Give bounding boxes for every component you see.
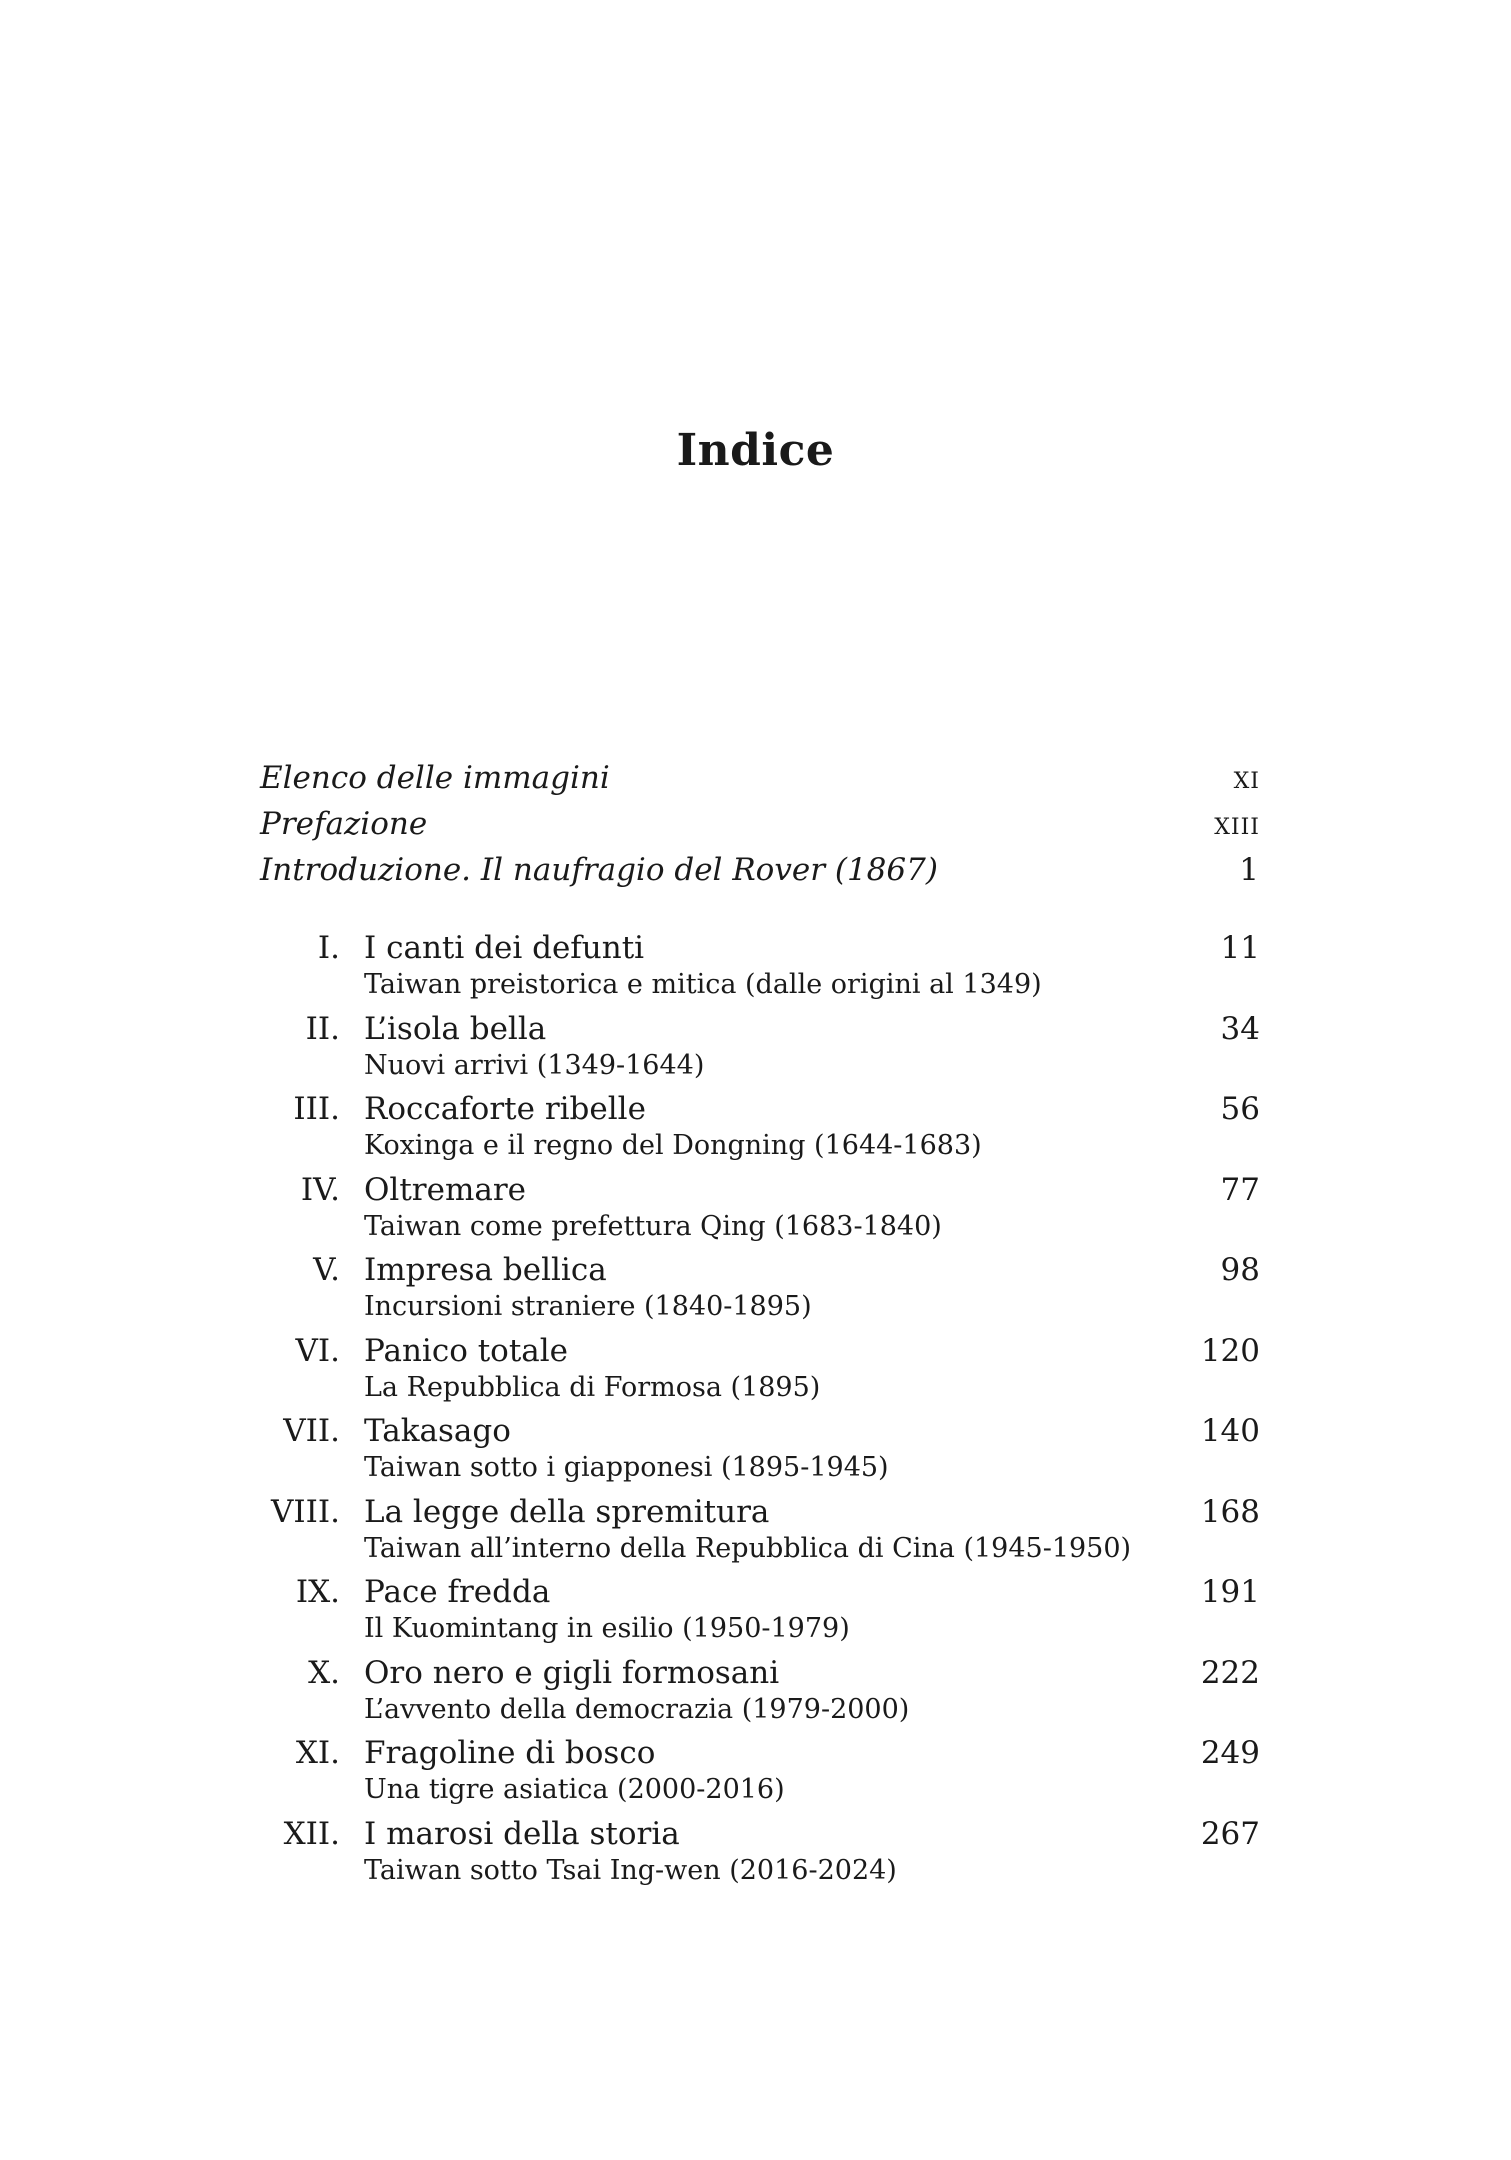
chapter-number: XII. bbox=[283, 1815, 340, 1852]
chapter-list bbox=[260, 926, 1260, 1892]
toc-chapter-10[interactable] bbox=[260, 1651, 1260, 1732]
chapter-subtitle: Nuovi arrivi (1349-1644) bbox=[364, 1049, 705, 1081]
chapter-page: 249 bbox=[1200, 1735, 1260, 1771]
chapter-subtitle: Il Kuomintang in esilio (1950-1979) bbox=[364, 1613, 850, 1644]
toc-chapter-7[interactable] bbox=[260, 1409, 1260, 1490]
chapter-number: VIII. bbox=[271, 1493, 340, 1530]
toc-entry-title: Prefazione bbox=[260, 806, 428, 842]
toc-entry-page: xiii bbox=[1214, 806, 1260, 842]
chapter-title: Impresa bellica bbox=[364, 1252, 607, 1288]
chapter-title: I canti dei defunti bbox=[364, 930, 645, 966]
chapter-page: 120 bbox=[1200, 1332, 1260, 1369]
chapter-page: 34 bbox=[1220, 1010, 1260, 1047]
chapter-subtitle: Koxinga e il regno del Dongning (1644-1683) bbox=[364, 1130, 982, 1161]
chapter-title: Roccaforte ribelle bbox=[364, 1091, 646, 1127]
chapter-title: Panico totale bbox=[364, 1332, 569, 1369]
chapter-subtitle: Taiwan preistorica e mitica (dalle origini al 1349) bbox=[364, 969, 1042, 1000]
toc-entry-list-of-images[interactable] bbox=[260, 755, 1260, 801]
toc-entry-page: xi bbox=[1233, 760, 1260, 796]
toc-entry-title: Introduzione. Il naufragio del Rover (1867) bbox=[260, 852, 938, 888]
chapter-number: IX. bbox=[295, 1574, 340, 1610]
chapter-page: 98 bbox=[1220, 1252, 1260, 1288]
chapter-subtitle: Taiwan all’interno della Repubblica di Cina (1945-1950) bbox=[364, 1532, 1132, 1564]
chapter-number: II. bbox=[305, 1010, 340, 1047]
chapter-page: 56 bbox=[1220, 1091, 1260, 1127]
toc-chapter-3[interactable] bbox=[260, 1087, 1260, 1168]
chapter-title: Fragoline di bosco bbox=[364, 1735, 656, 1771]
toc-chapter-1[interactable] bbox=[260, 926, 1260, 1007]
chapter-title: Takasago bbox=[364, 1413, 511, 1449]
chapter-page: 77 bbox=[1220, 1171, 1260, 1208]
chapter-number: VII. bbox=[283, 1413, 340, 1449]
toc-chapter-4[interactable] bbox=[260, 1168, 1260, 1249]
chapter-number: V. bbox=[313, 1252, 340, 1288]
toc-entry-title: Elenco delle immagini bbox=[260, 760, 610, 796]
chapter-number: XI. bbox=[295, 1735, 340, 1771]
toc-chapter-2[interactable] bbox=[260, 1007, 1260, 1088]
chapter-page: 168 bbox=[1200, 1493, 1260, 1530]
chapter-page: 267 bbox=[1200, 1815, 1260, 1852]
chapter-subtitle: Taiwan sotto i giapponesi (1895-1945) bbox=[364, 1452, 889, 1483]
chapter-subtitle: Una tigre asiatica (2000-2016) bbox=[364, 1774, 785, 1805]
chapter-page: 222 bbox=[1200, 1654, 1260, 1691]
chapter-number: IV. bbox=[300, 1171, 340, 1208]
toc-entry-preface[interactable] bbox=[260, 801, 1260, 847]
chapter-number: X. bbox=[308, 1654, 340, 1691]
chapter-subtitle: La Repubblica di Formosa (1895) bbox=[364, 1371, 821, 1403]
chapter-number: III. bbox=[293, 1091, 340, 1127]
toc-chapter-5[interactable] bbox=[260, 1248, 1260, 1329]
chapter-page: 140 bbox=[1200, 1413, 1260, 1449]
chapter-subtitle: Taiwan come prefettura Qing (1683-1840) bbox=[364, 1210, 942, 1242]
toc-chapter-8[interactable] bbox=[260, 1490, 1260, 1571]
toc-entry-introduction[interactable] bbox=[260, 847, 1260, 893]
chapter-subtitle: L’avvento della democrazia (1979-2000) bbox=[364, 1693, 910, 1725]
chapter-number: I. bbox=[317, 930, 340, 966]
chapter-title: L’isola bella bbox=[364, 1010, 547, 1047]
chapter-subtitle: Taiwan sotto Tsai Ing-wen (2016-2024) bbox=[364, 1854, 897, 1886]
chapter-title: Pace fredda bbox=[364, 1574, 551, 1610]
toc-chapter-12[interactable] bbox=[260, 1812, 1260, 1893]
chapter-number: VI. bbox=[295, 1332, 340, 1369]
chapter-subtitle: Incursioni straniere (1840-1895) bbox=[364, 1291, 812, 1322]
chapter-title: Oro nero e gigli formosani bbox=[364, 1654, 780, 1691]
chapter-title: Oltremare bbox=[364, 1171, 526, 1208]
toc-entry-page: 1 bbox=[1239, 852, 1260, 888]
chapter-title: La legge della spremitura bbox=[364, 1493, 770, 1530]
toc-chapter-6[interactable] bbox=[260, 1329, 1260, 1410]
chapter-page: 11 bbox=[1220, 930, 1260, 966]
toc-chapter-11[interactable] bbox=[260, 1731, 1260, 1812]
toc-chapter-9[interactable] bbox=[260, 1570, 1260, 1651]
chapter-page: 191 bbox=[1200, 1574, 1260, 1610]
front-matter-list bbox=[260, 755, 1260, 893]
chapter-title: I marosi della storia bbox=[364, 1815, 680, 1852]
page-title: Indice bbox=[676, 425, 835, 477]
